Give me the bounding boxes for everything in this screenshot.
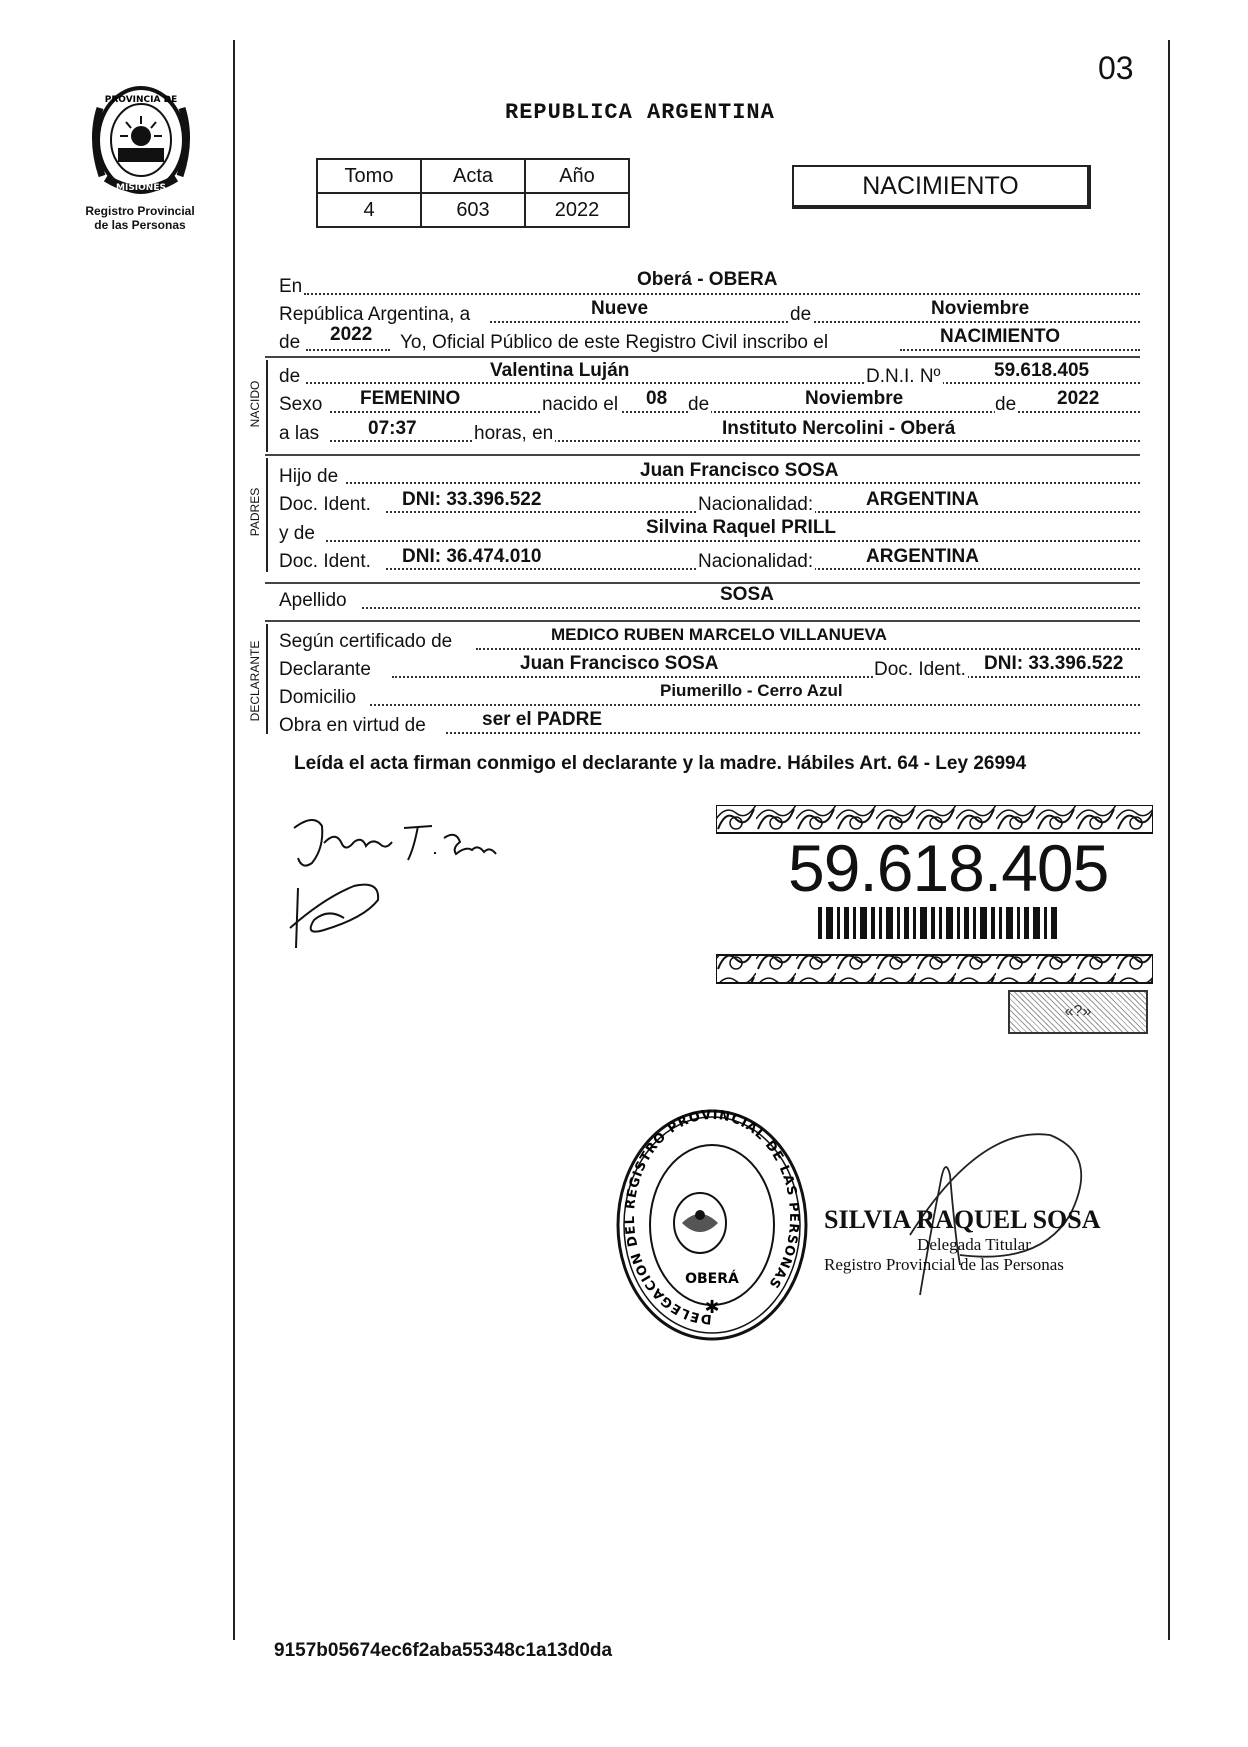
mother-name-value: Silvina Raquel PRILL xyxy=(646,517,837,538)
svg-text:✱: ✱ xyxy=(704,1297,720,1318)
logo-caption xyxy=(70,204,210,232)
table-header-anio: Año xyxy=(525,159,629,193)
official-seal xyxy=(612,1105,812,1345)
nacido-section-label: NACIDO xyxy=(248,380,262,428)
apellido-value: SOSA xyxy=(720,584,774,605)
sexo-label: Sexo xyxy=(279,394,323,415)
seal-city-text: OBERÁ xyxy=(685,1271,739,1287)
obra-value: ser el PADRE xyxy=(482,709,603,730)
declarante-doc-label: Doc. Ident. xyxy=(874,659,966,680)
dotted-line xyxy=(900,349,1140,351)
father-doc-value: DNI: 33.396.522 xyxy=(402,489,542,510)
domicilio-label: Domicilio xyxy=(279,687,357,708)
declarante-bracket xyxy=(266,624,268,734)
logo-caption-line1: Registro Provincial xyxy=(85,204,195,218)
signer-name: SILVIA RAQUEL SOSA xyxy=(824,1205,1101,1234)
nacido-de-label: de xyxy=(279,366,301,387)
horas-label: horas, en xyxy=(474,423,554,444)
table-value-anio: 2022 xyxy=(525,193,629,227)
section-separator xyxy=(265,454,1140,456)
republica-label: República Argentina, a xyxy=(279,304,471,325)
father-name-value: Juan Francisco SOSA xyxy=(640,460,839,481)
dotted-line xyxy=(490,321,1140,323)
mother-nac-label: Nacionalidad: xyxy=(698,551,814,572)
en-label: En xyxy=(279,276,303,297)
dotted-line xyxy=(362,607,1140,609)
dotted-line xyxy=(476,648,1140,650)
year-value: 2022 xyxy=(330,324,373,345)
y-de-label: y de xyxy=(279,523,315,544)
padres-section-label: PADRES xyxy=(248,487,262,537)
inscribo-value: NACIMIENTO xyxy=(940,326,1060,347)
birth-day-value: 08 xyxy=(646,388,668,409)
dotted-line xyxy=(392,676,1140,678)
mother-nationality-value: ARGENTINA xyxy=(866,546,979,567)
signer-org: Registro Provincial de las Personas xyxy=(824,1255,1064,1274)
dotted-line xyxy=(330,411,1140,413)
hijo-label: Hijo de xyxy=(279,466,339,487)
year-prefix-label: de xyxy=(279,332,301,353)
de-label: de xyxy=(790,304,812,325)
en-value: Oberá - OBERA xyxy=(637,269,778,290)
mother-doc-label: Doc. Ident. xyxy=(279,551,371,572)
nacido-el-label: nacido el xyxy=(542,394,619,415)
closing-statement: Leída el acta firman conmigo el declarante y la madre. Hábiles Art. 64 - Ley 26994 xyxy=(294,753,1027,774)
child-dni-value: 59.618.405 xyxy=(994,360,1090,381)
dotted-line xyxy=(346,482,1140,484)
birth-place-value: Instituto Nercolini - Oberá xyxy=(722,418,956,439)
sexo-value: FEMENINO xyxy=(360,388,461,409)
dotted-line xyxy=(304,293,1140,295)
birth-de1-label: de xyxy=(688,394,710,415)
right-margin-line xyxy=(1168,40,1170,1640)
dotted-line xyxy=(446,732,1140,734)
nacido-bracket xyxy=(266,360,268,452)
dotted-line xyxy=(306,382,1140,384)
segun-value: MEDICO RUBEN MARCELO VILLANUEVA xyxy=(551,625,887,644)
declarante-value: Juan Francisco SOSA xyxy=(520,653,719,674)
segun-label: Según certificado de xyxy=(279,631,453,652)
birth-de2-label: de xyxy=(995,394,1017,415)
declarante-doc-value: DNI: 33.396.522 xyxy=(984,653,1124,674)
section-separator xyxy=(265,582,1140,584)
birth-year-value: 2022 xyxy=(1057,388,1100,409)
dotted-line xyxy=(370,704,1140,706)
stamp-dni-number: 59.618.405 xyxy=(788,831,1109,905)
document-hash: 9157b05674ec6f2aba55348c1a13d0da xyxy=(274,1640,613,1661)
declarant-signature xyxy=(284,808,524,958)
father-doc-label: Doc. Ident. xyxy=(279,494,371,515)
registrar-block xyxy=(824,1205,1104,1275)
obra-label: Obra en virtud de xyxy=(279,715,426,736)
declarante-section-label: DECLARANTE xyxy=(248,640,262,722)
logo-text-bottom: MISIONES xyxy=(116,183,166,193)
seal-ring-text: DELEGACION DEL REGISTRO PROVINCIAL DE LAS PERSONAS xyxy=(622,1107,802,1327)
table-value-tomo: 4 xyxy=(317,193,421,227)
record-type-box: NACIMIENTO xyxy=(792,165,1091,209)
page-number: 03 xyxy=(1098,50,1134,86)
dotted-line xyxy=(306,349,390,351)
table-header-acta: Acta xyxy=(421,159,525,193)
document-title: REPUBLICA ARGENTINA xyxy=(505,100,775,125)
table-value-acta: 603 xyxy=(421,193,525,227)
logo-caption-line2: de las Personas xyxy=(94,218,186,232)
table-header-tomo: Tomo xyxy=(317,159,421,193)
day-value: Nueve xyxy=(591,298,649,319)
father-nac-label: Nacionalidad: xyxy=(698,494,814,515)
dotted-line xyxy=(330,440,1140,442)
inscribo-label: Yo, Oficial Público de este Registro Civil inscribo el xyxy=(400,332,829,353)
signer-role: Delegada Titular xyxy=(917,1235,1031,1254)
section-separator xyxy=(265,356,1140,358)
time-value: 07:37 xyxy=(368,418,417,439)
month-value: Noviembre xyxy=(931,298,1030,319)
dotted-line xyxy=(326,540,1140,542)
left-margin-line xyxy=(233,40,235,1640)
section-separator xyxy=(265,620,1140,622)
padres-bracket xyxy=(266,458,268,572)
a-las-label: a las xyxy=(279,423,320,444)
domicilio-value: Piumerillo - Cerro Azul xyxy=(660,681,843,700)
logo-text-top: PROVINCIA DE xyxy=(104,95,178,105)
mother-doc-value: DNI: 36.474.010 xyxy=(402,546,542,567)
dni-label: D.N.I. Nº xyxy=(866,366,941,387)
birth-month-value: Noviembre xyxy=(805,388,904,409)
stamp-small-code: «?» xyxy=(1008,990,1148,1034)
father-nationality-value: ARGENTINA xyxy=(866,489,979,510)
apellido-label: Apellido xyxy=(279,590,347,611)
record-table xyxy=(316,158,630,228)
child-name-value: Valentina Luján xyxy=(490,360,630,381)
declarante-label: Declarante xyxy=(279,659,371,680)
province-logo xyxy=(86,78,196,200)
